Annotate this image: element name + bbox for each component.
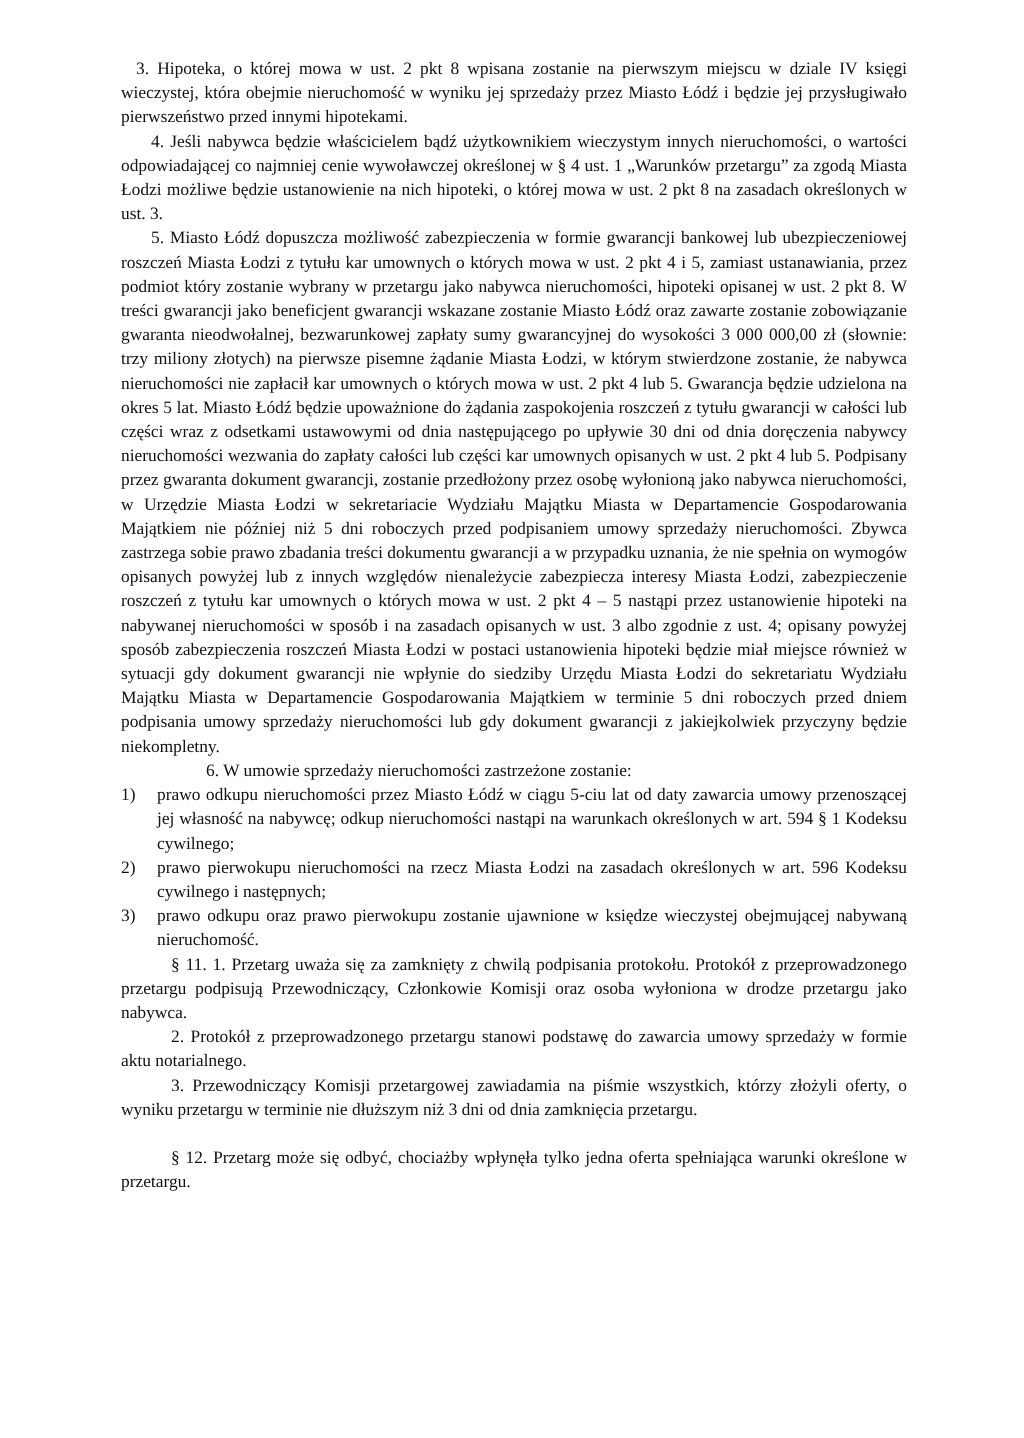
paragraph-5-guarantee: 5. Miasto Łódź dopuszcza możliwość zabezpieczenia w formie gwarancji bankowej lub ubezpieczeniowej roszczeń Miasta Łodzi z tytułu kar umownych o których mowa w ust. 2 pkt 4 i 5, zamiast ustanawiania, przez podmiot który zostanie wybrany w przetargu jako nabywca nieruchomości, hipoteki opisanej w ust. 2 pkt 8. W treści gwarancji jako beneficjent gwarancji wskazane zostanie Miasto Łódź oraz zawarte zostanie zobowiązanie gwaranta nieodwołalnej, bezwarunkowej zapłaty sumy gwarancyjnej do wysokości 3 000 000,00 zł (słownie: trzy miliony złotych) na pierwsze pisemne żądanie Miasta Łodzi, w którym stwierdzone zostanie, że nabywca nieruchomości nie zapłacił kar umownych o których mowa w ust. 2 pkt 4 lub 5. Gwarancja będzie udzielona na okres 5 lat. Miasto Łódź będzie upoważnione do żądania zaspokojenia roszczeń z tytułu gwarancji w całości lub części wraz z odsetkami ustawowymi od dnia następującego po upływie 30 dni od dnia doręczenia nabywcy nieruchomości wezwania do zapłaty całości lub części kar umownych opisanych w ust. 2 pkt 4 lub 5. Podpisany przez gwaranta dokument gwarancji, zostanie przedłożony przez osobę wyłonioną jako nabywca nieruchomości, w Urzędzie Miasta Łodzi w sekretariacie Wydziału Majątku Miasta w Departamencie Gospodarowania Majątkiem nie później niż 5 dni roboczych przed podpisaniem umowy sprzedaży nieruchomości. Zbywca zastrzega sobie prawo zbadania treści dokumentu gwarancji a w przypadku uznania, że nie spełnia on wymogów opisanych powyżej lub z innych względów nienależycie zabezpiecza interesy Miasta Łodzi, zabezpieczenie roszczeń z tytułu kar umownych o których mowa w ust. 2 pkt 4 – 5 nastąpi przez ustanowienie hipoteki na nabywanej nieruchomości w sposób i na zasadach opisanych w ust. 3 albo zgodnie z ust. 4; opisany powyżej sposób zabezpieczenia roszczeń Miasta Łodzi w postaci ustanowienia hipoteki będzie miał miejsce również w sytuacji gdy dokument gwarancji nie wpłynie do siedziby Urzędu Miasta Łodzi do sekretariatu Wydziału Majątku Miasta w Departamencie Gospodarowania Majątkiem w terminie 5 dni roboczych przed dniem podpisania umowy sprzedaży nieruchomości lub gdy dokument gwarancji z jakiejkolwiek przyczyny będzie niekompletny. — [121, 227, 907, 756]
document-page — [121, 56, 907, 1193]
reservations-list — [121, 782, 907, 951]
list-item-text: prawo odkupu oraz prawo pierwokupu zostanie ujawnione w księdze wieczystej obejmującej nabywaną nieruchomość. — [157, 905, 907, 950]
list-item-number: 2) — [121, 856, 136, 877]
list-item — [121, 855, 907, 903]
paragraph-3-mortgage-entry: 3. Hipoteka, o której mowa w ust. 2 pkt 8 wpisana zostanie na pierwszym miejscu w dziale IV księgi wieczystej, która obejmie nieruchomość w wyniku jej sprzedaży przez Miasto Łódź i będzie jej przysługiwało pierwszeństwo przed innymi hipotekami. — [121, 58, 907, 127]
list-item-text: prawo odkupu nieruchomości przez Miasto Łódź w ciągu 5-ciu lat od daty zawarcia umowy przenoszącej jej własność na nabywcę; odkup nieruchomości nastąpi na warunkach określonych w art. 594 § 1 Kodeksu cywilnego; — [157, 784, 907, 853]
section-11-paragraph-1: § 11. 1. Przetarg uważa się za zamknięty z chwilą podpisania protokołu. Protokół z przeprowadzonego przetargu podpisują Przewodniczący, Członkowie Komisji oraz osoba wyłoniona w drodze przetargu jako nabywca. — [121, 953, 907, 1022]
section-11-paragraph-3: 3. Przewodniczący Komisji przetargowej zawiadamia na piśmie wszystkich, którzy złożyli oferty, o wyniku przetargu w terminie nie dłuższym niż 3 dni od dnia zamknięcia przetargu. — [121, 1074, 907, 1119]
paragraph-6-reservations: 6. W umowie sprzedaży nieruchomości zastrzeżone zostanie: — [206, 759, 632, 780]
list-item-number: 3) — [121, 905, 136, 926]
list-item — [121, 903, 907, 951]
list-item — [121, 782, 907, 855]
section-12-paragraph: § 12. Przetarg może się odbyć, chociażby wpłynęła tylko jedna oferta spełniająca warunki określone w przetargu. — [121, 1146, 907, 1192]
list-item-text: prawo pierwokupu nieruchomości na rzecz Miasta Łodzi na zasadach określonych w art. 596 Kodeksu cywilnego i następnych; — [157, 856, 907, 901]
paragraph-4-other-properties: 4. Jeśli nabywca będzie właścicielem bądź użytkownikiem wieczystym innych nieruchomości, o wartości odpowiadającej co najmniej cenie wywoławczej określonej w § 4 ust. 1 „Warunków przetargu” za zgodą Miasta Łodzi możliwe będzie ustanowienie na nich hipoteki, o której mowa w ust. 2 pkt 8 na zasadach określonych w ust. 3. — [121, 130, 907, 224]
list-item-number: 1) — [121, 784, 136, 805]
section-11-paragraph-2: 2. Protokół z przeprowadzonego przetargu stanowi podstawę do zawarcia umowy sprzedaży w formie aktu notarialnego. — [121, 1026, 907, 1071]
